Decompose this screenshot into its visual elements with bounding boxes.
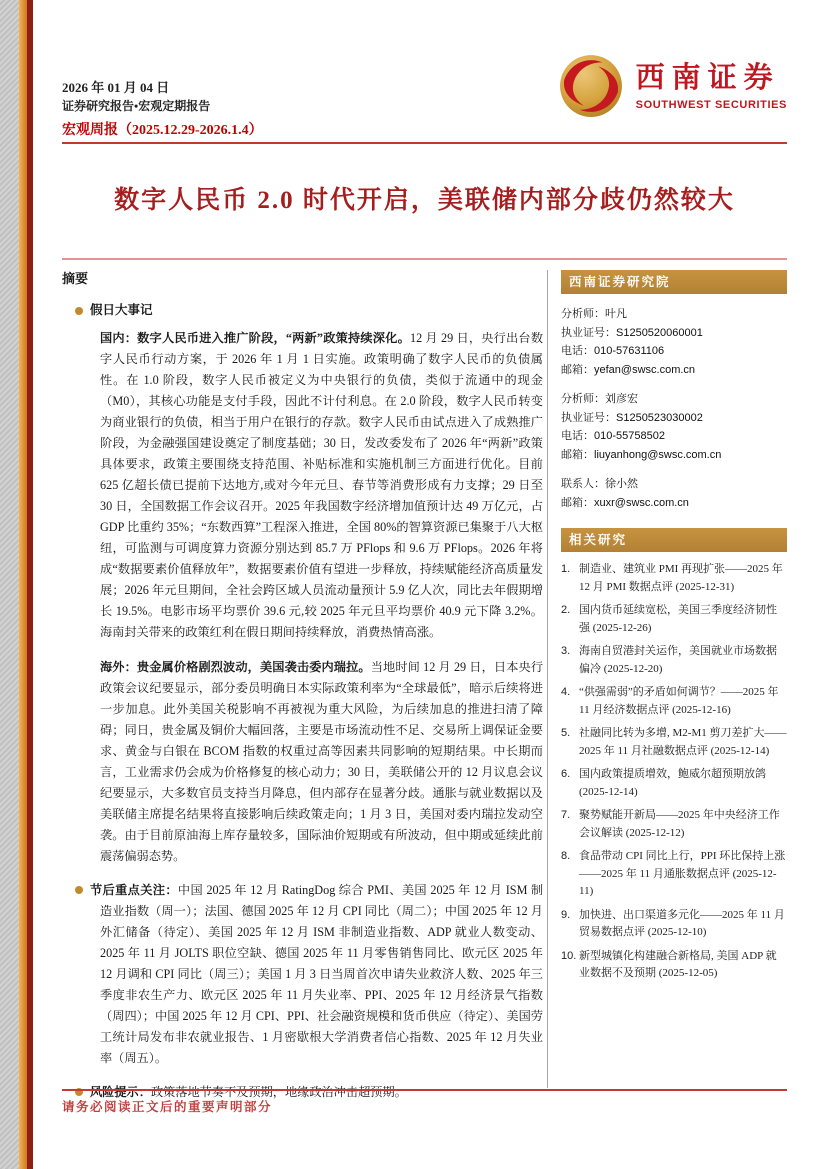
related-item	[561, 948, 787, 983]
sidebar	[547, 270, 787, 1088]
analyst-name: 叶凡	[605, 308, 627, 320]
holiday-heading: 假日大事记	[90, 303, 153, 317]
related-item	[561, 807, 787, 842]
header-rule	[62, 142, 787, 144]
analyst-block	[561, 390, 787, 464]
related-item-title: “供强需弱”的矛盾如何调节？——2025 年 11 月经济数据点评 (2025-12-16)	[579, 686, 779, 716]
related-item	[561, 725, 787, 760]
related-research-list	[561, 561, 787, 983]
analyst-name-line	[561, 305, 787, 324]
contact-email-line	[561, 494, 787, 513]
phone-label: 电话：	[561, 430, 594, 442]
related-item-number: 2.	[561, 604, 571, 616]
report-date: 2026 年 01 月 04 日	[62, 80, 170, 95]
email-address: yefan@swsc.com.cn	[594, 363, 696, 376]
bullet-icon	[75, 886, 83, 894]
related-item	[561, 766, 787, 801]
related-item-number: 7.	[561, 809, 571, 821]
related-item-title: 加快进、出口渠道多元化——2025 年 11 月贸易数据点评 (2025-12-10)	[579, 908, 785, 938]
related-item-number: 1.	[561, 563, 571, 575]
logo-en-name: SOUTHWEST SECURITIES	[635, 99, 787, 111]
columns	[62, 270, 787, 1099]
swsc-sphere-icon	[558, 53, 624, 119]
watch-text: 中国 2025 年 12 月 RatingDog 综合 PMI、美国 2025 年 12 月 ISM 制造业指数（周一）；法国、德国 2025 年 12 月 CPI 同比（周二）；中国 2025 年 12 月外汇储备（待定）、美国 2025 年 12 月 ISM 非制造业指数、ADP 就业人数变动、2025 年 11 月 JOLTS 职位空缺、德国 2025 年 11 月零售销售同比、欧元区 2025 年 12 月调和 CPI 同比（周三）；美国 1 月 3 日当周首次申请失业救济人数、2025 年三季度非农生产力、欧元区 2025 年 11 月失业率、PPI、2025 年 12 月经济景气指数（周四）；中国 2025 年 12 月 CPI、PPI、社会融资规模和货币供应（待定）、美国劳工统计局发布非农就业报告、1 月密歇根大学消费者信心指数、2025 年 12 月失业率（周五）。	[100, 883, 544, 1065]
analyst-cert-line	[561, 324, 787, 343]
section-holiday	[62, 301, 543, 867]
cert-number: S1250523030002	[616, 411, 703, 424]
related-item-number: 8.	[561, 850, 571, 862]
related-item-number: 5.	[561, 727, 571, 739]
related-item-title: 海南自贸港封关运作，美国就业市场数据偏冷 (2025-12-20)	[579, 645, 777, 675]
analyst-email-line	[561, 361, 787, 380]
report-period: 宏观周报（2025.12.29-2026.1.4）	[62, 123, 263, 138]
contact-label: 联系人：	[561, 478, 605, 490]
page-content	[62, 0, 787, 1099]
analyst-label: 分析师：	[561, 393, 605, 405]
contact-name-line	[561, 475, 787, 494]
watch-lead: 节后重点关注：	[90, 883, 178, 897]
institute-header: 西南证券研究院	[561, 270, 787, 294]
email-address: liuyanhong@swsc.com.cn	[594, 448, 722, 461]
report-title: 数字人民币 2.0 时代开启，美联储内部分歧仍然较大	[114, 187, 735, 214]
domestic-lead: 国内：数字人民币进入推广阶段，“两新”政策持续深化。	[100, 331, 410, 345]
contact-name: 徐小然	[605, 478, 638, 490]
related-item-title: 国内货币延续宽松，美国三季度经济韧性强 (2025-12-26)	[579, 604, 777, 634]
related-item	[561, 848, 787, 901]
swsc-logo	[558, 53, 787, 119]
related-item-title: 新型城镇化构建融合新格局, 美国 ADP 就业数据不及预期 (2025-12-05)	[579, 949, 777, 979]
analyst-phone-line	[561, 342, 787, 361]
analyst-name: 刘彦宏	[605, 393, 638, 405]
related-item-title: 食品带动 CPI 同比上行，PPI 环比保持上涨——2025 年 11 月通胀数据点评 (2025-12-11)	[579, 850, 786, 897]
related-item	[561, 602, 787, 637]
domestic-text: 12 月 29 日，央行出台数字人民币行动方案，于 2026 年 1 月 1 日实施。政策明确了数字人民币的负债属性。在 1.0 阶段，数字人民币被定义为中央银行的负债，类似于流通中的现金（M0），其核心功能是支付手段，因此不计付利息。在 2.0 阶段，数字人民币转变为商业银行的负债，相当于用户在银行的存款。数字人民币由试点进入了成熟推广阶段，为金融强国建设奠定了制度基础；30 日，发改委发布了 2026 年“两新”政策具体要求，政策主要围绕支持范围、补贴标准和实施机制三方面进行优化。目前 625 亿超长债已提前下达地方,或对今年元旦、春节等消费形成有力支撑；29 日至 30 日，全国数据工作会议召开。2025 年我国数字经济增加值预计达 49 万亿元，占 GDP 比重约 35%；“东数西算”工程深入推进，全国 80%的智算资源已集聚于八大枢纽，可监测与可调度算力资源分别达到 85.7 万 PFlops 和 9.6 万 PFlops。2026 年将成“数据要素价值释放年”，数据要素价值有望进一步释放，持续赋能经济高质量发展；2026 年元旦期间，全社会跨区域人员流动量预计 5.9 亿人次，同比去年假期增长 19.5%。电影市场平均票价 39.6 元,较 2025 年元旦平均票价 40.9 元下降 3.2%。海南封关带来的政策红利在假日期间持续释放，消费热情高涨。	[100, 331, 544, 639]
related-item-number: 4.	[561, 686, 571, 698]
phone-number: 010-57631106	[594, 345, 665, 357]
related-item	[561, 561, 787, 596]
cert-label: 执业证号：	[561, 411, 616, 424]
related-item-number: 9.	[561, 908, 571, 921]
email-label: 邮箱：	[561, 448, 594, 461]
report-category: 证券研究报告•宏观定期报告	[62, 99, 211, 113]
bullet-icon	[75, 307, 83, 315]
logo-text	[636, 60, 787, 112]
phone-label: 电话：	[561, 345, 594, 357]
watch-paragraph	[90, 880, 544, 1069]
analyst-label: 分析师：	[561, 308, 605, 320]
analyst-email-line	[561, 446, 787, 465]
email-label: 邮箱：	[561, 496, 594, 509]
title-rule	[62, 258, 787, 260]
footer-disclaimer: 请务必阅读正文后的重要声明部分	[62, 1100, 273, 1114]
abstract-label: 摘要	[62, 271, 89, 286]
phone-number: 010-55758502	[594, 430, 665, 442]
overseas-lead: 海外：贵金属价格剧烈波动，美国袭击委内瑞拉。	[100, 660, 371, 674]
overseas-text: 当地时间 12 月 29 日，日本央行政策会议纪要显示，部分委员明确日本实际政策利率为“全球最低”，暗示后续将进一步加息。此外美国关税影响不再被视为重大风险，为后续加息的推进扫清了障碍；同日，贵金属及铜价大幅回落，主要是市场流动性不足、交易所上调保证金要求、黄金与白银在 BCOM 指数的权重过高等因素共同影响的短期结果。中长期而言，工业需求仍会成为价格修复的核心动力；30 日，美联储公开的 12 月议息会议纪要显示，大多数官员支持当月降息，但内部存在显著分歧。通胀与就业数据以及美联储主席提名结果将直接影响后续政策走向；1 月 3 日，美国对委内瑞拉发动空袭。由于目前原油海上库存量较多，国际油价短期或有所波动，但中期或延续此前震荡偏弱态势。	[100, 660, 544, 863]
section-watch	[62, 880, 543, 1069]
related-item-title: 制造业、建筑业 PMI 再现扩张——2025 年 12 月 PMI 数据点评 (2025-12-31)	[579, 563, 783, 593]
left-decoration-bar	[0, 0, 33, 1169]
related-item-number: 6.	[561, 768, 571, 780]
related-item	[561, 643, 787, 678]
related-item-title: 国内政策提质增效，鲍威尔超预期放鸽 (2025-12-14)	[579, 768, 766, 798]
risk-lead: 风险提示：	[90, 1085, 151, 1099]
analyst-cert-line	[561, 409, 787, 428]
page-footer	[62, 1089, 787, 1115]
related-item-number: 3.	[561, 645, 571, 657]
related-item-title: 社融同比转为多增, M2-M1 剪刀差扩大——2025 年 11 月社融数据点评 (2025-12-14)	[579, 727, 787, 757]
cert-label: 执业证号：	[561, 326, 616, 339]
related-research-header: 相关研究	[561, 528, 787, 552]
left-bar-red-stripe	[27, 0, 33, 1169]
email-label: 邮箱：	[561, 363, 594, 376]
risk-text: 政策落地节奏不及预期，地缘政治冲击超预期。	[150, 1085, 407, 1099]
related-item	[561, 907, 787, 942]
logo-cn-name: 西南证券	[635, 62, 780, 94]
analyst-name-line	[561, 390, 787, 409]
report-header	[62, 0, 787, 142]
related-item-number: 10.	[561, 949, 577, 962]
abstract-column	[62, 270, 544, 1099]
domestic-paragraph	[100, 328, 543, 643]
left-bar-grey-stripe	[0, 0, 19, 1169]
cert-number: S1250520060001	[616, 326, 703, 339]
analyst-phone-line	[561, 427, 787, 446]
related-item	[561, 684, 787, 719]
left-bar-orange-stripe	[19, 0, 27, 1169]
analyst-block	[561, 305, 787, 379]
email-address: xuxr@swsc.com.cn	[594, 496, 689, 509]
contact-block	[561, 475, 787, 512]
related-item-title: 聚势赋能开新局——2025 年中央经济工作会议解读 (2025-12-12)	[579, 809, 780, 839]
overseas-paragraph	[100, 657, 543, 867]
